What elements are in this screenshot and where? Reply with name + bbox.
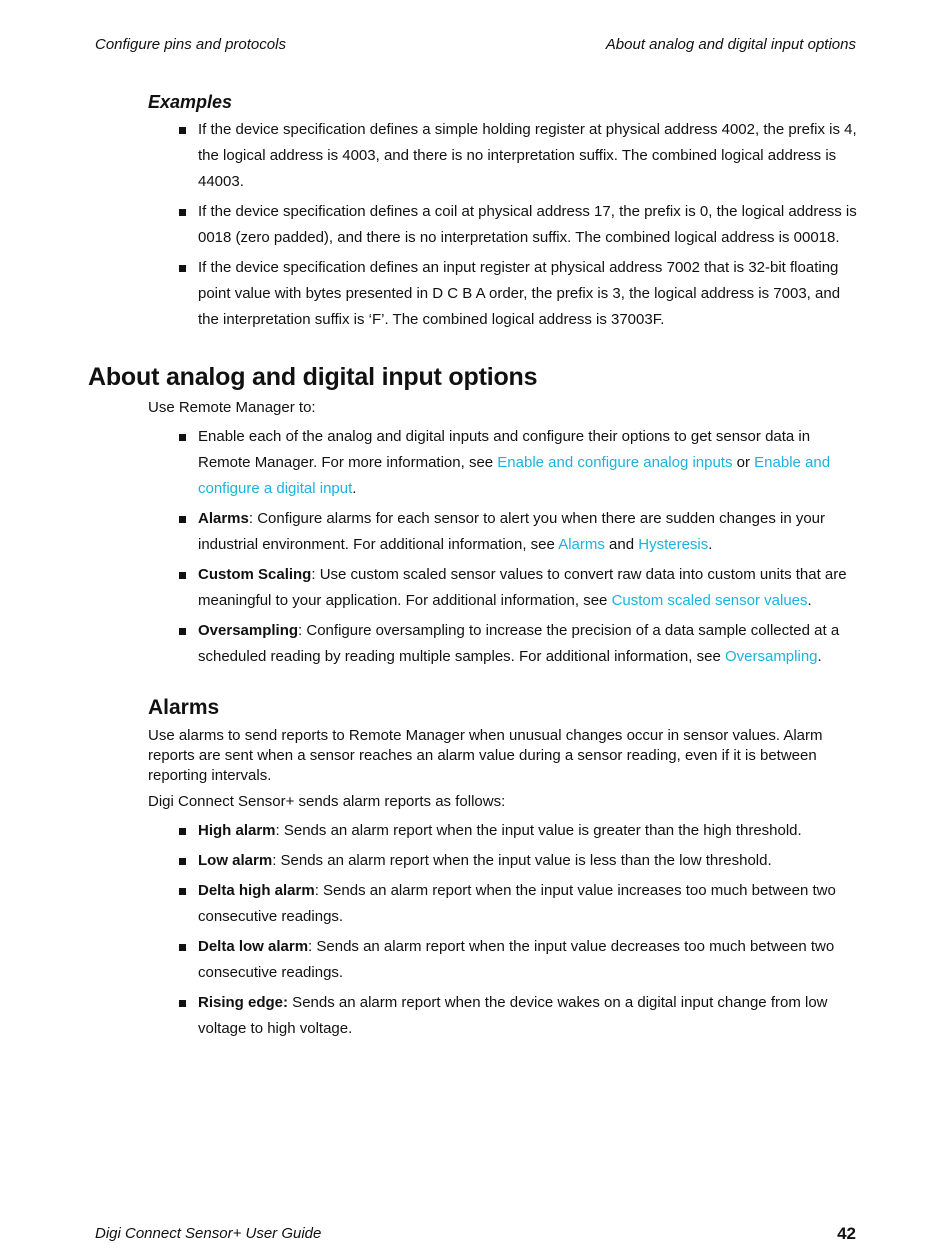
examples-list bbox=[88, 117, 858, 333]
square-bullet-icon bbox=[179, 516, 186, 523]
alarms-heading: Alarms bbox=[148, 696, 220, 719]
examples-heading: Examples bbox=[148, 92, 233, 112]
alarm-types-list bbox=[88, 818, 858, 1042]
square-bullet-icon bbox=[179, 888, 186, 895]
list-item: High alarm: Sends an alarm report when the input value is greater than the high threshold. bbox=[198, 818, 858, 844]
square-bullet-icon bbox=[179, 858, 186, 865]
section-intro: Use Remote Manager to: bbox=[148, 399, 316, 416]
list-item-enable: Enable each of the analog and digital inputs and configure their options to get sensor data in Remote Manager. For more information, see Enable and configure analog inputs or Enable and configure a digital input. bbox=[198, 424, 858, 502]
list-item-custom-scaling: Custom Scaling: Use custom scaled sensor values to convert raw data into custom units that are meaningful to your application. For additional information, see Custom scaled sensor values. bbox=[198, 562, 858, 614]
link-oversampling[interactable]: Oversampling bbox=[724, 648, 818, 665]
square-bullet-icon bbox=[179, 127, 186, 134]
square-bullet-icon bbox=[179, 572, 186, 579]
list-item: Delta low alarm: Sends an alarm report when the input value decreases too much between two consecutive readings. bbox=[198, 934, 858, 986]
running-header-chapter: Configure pins and protocols bbox=[95, 36, 286, 53]
link-alarms[interactable]: Alarms bbox=[558, 536, 605, 553]
square-bullet-icon bbox=[179, 828, 186, 835]
link-enable-digital-input[interactable]: Enable and configure a digital input bbox=[198, 454, 831, 497]
alarms-paragraph: Use alarms to send reports to Remote Manager when unusual changes occur in sensor values. Alarm reports are sent when a sensor reaches an alarm value during a sensor reading, even if it is between reporting intervals. bbox=[148, 727, 823, 784]
list-item: Rising edge: Sends an alarm report when the device wakes on a digital input change from low voltage to high voltage. bbox=[198, 990, 858, 1042]
footer-guide-title: Digi Connect Sensor+ User Guide bbox=[95, 1225, 322, 1242]
list-item-oversampling: Oversampling: Configure oversampling to increase the precision of a data sample collected at a scheduled reading by reading multiple samples. For additional information, see Oversampling. bbox=[198, 618, 858, 670]
square-bullet-icon bbox=[179, 628, 186, 635]
list-item: Delta high alarm: Sends an alarm report when the input value increases too much between two consecutive readings. bbox=[198, 878, 858, 930]
square-bullet-icon bbox=[179, 265, 186, 272]
list-item: If the device specification defines an input register at physical address 7002 that is 32-bit floating point value with bytes presented in D C B A order, the prefix is 3, the logical address is 7003, and the interpretation suffix is ‘F’. The combined logical address is 37003F. bbox=[198, 255, 858, 333]
running-header-section: About analog and digital input options bbox=[605, 36, 856, 53]
page-number: 42 bbox=[837, 1224, 856, 1243]
square-bullet-icon bbox=[179, 944, 186, 951]
section-title: About analog and digital input options bbox=[88, 363, 538, 391]
square-bullet-icon bbox=[179, 434, 186, 441]
square-bullet-icon bbox=[179, 1000, 186, 1007]
list-item: Low alarm: Sends an alarm report when the input value is less than the low threshold. bbox=[198, 848, 858, 874]
link-custom-scaled-sensor-values[interactable]: Custom scaled sensor values bbox=[611, 592, 808, 609]
page-content bbox=[88, 92, 858, 1046]
list-item: If the device specification defines a simple holding register at physical address 4002, the prefix is 4, the logical address is 4003, and there is no interpretation suffix. The combined logical address is 44003. bbox=[198, 117, 858, 195]
alarms-intro: Digi Connect Sensor+ sends alarm reports as follows: bbox=[148, 793, 506, 810]
options-list bbox=[88, 424, 858, 670]
link-hysteresis[interactable]: Hysteresis bbox=[638, 536, 709, 553]
list-item-alarms: Alarms: Configure alarms for each sensor to alert you when there are sudden changes in your industrial environment. For additional information, see Alarms and Hysteresis. bbox=[198, 506, 858, 558]
square-bullet-icon bbox=[179, 209, 186, 216]
link-enable-analog-inputs[interactable]: Enable and configure analog inputs bbox=[497, 454, 733, 471]
list-item: If the device specification defines a coil at physical address 17, the prefix is 0, the logical address is 0018 (zero padded), and there is no interpretation suffix. The combined logical address is 00018. bbox=[198, 199, 858, 251]
